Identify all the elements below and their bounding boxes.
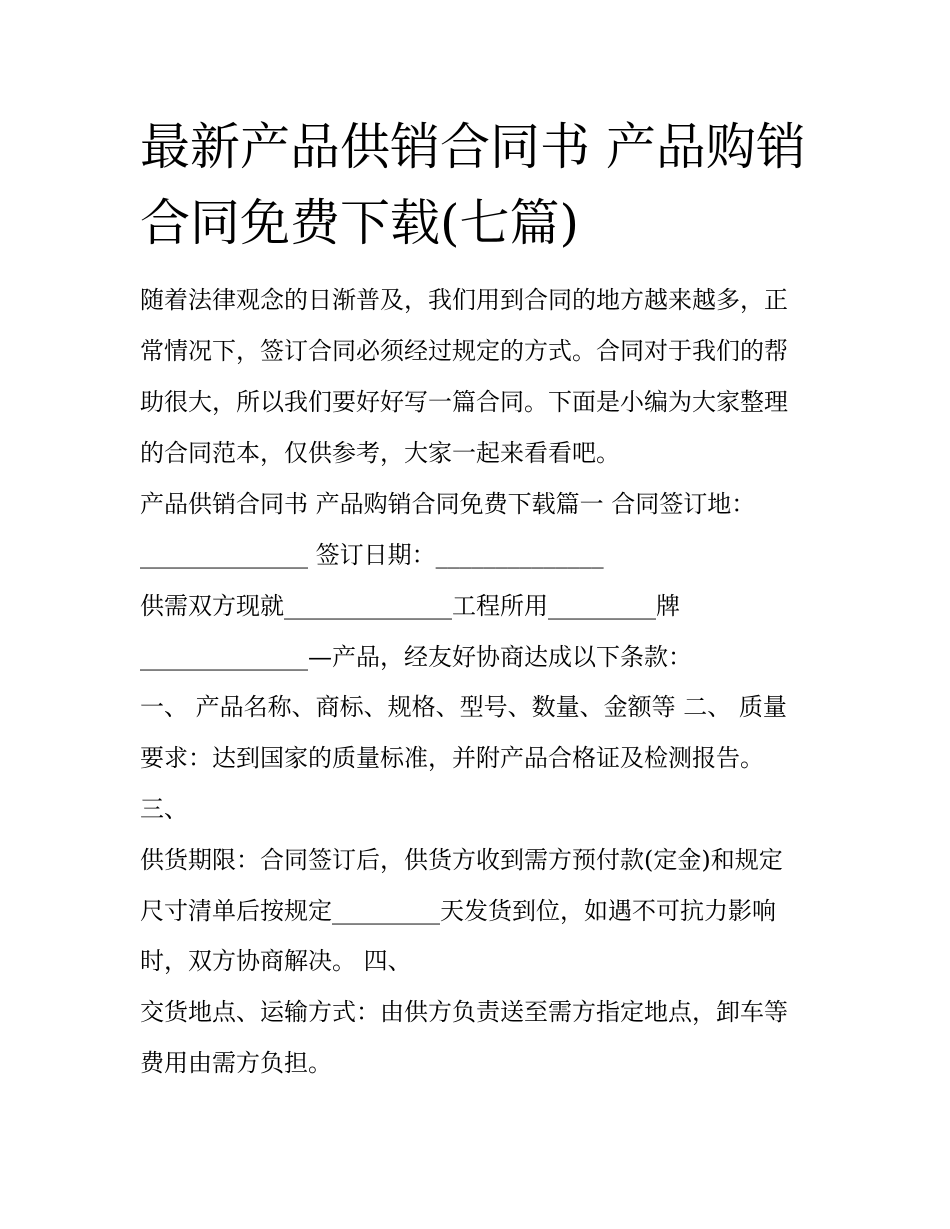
- clause-4-line-2: 费用由需方负担。: [140, 1049, 332, 1077]
- clause-3-line-3: 时，双方协商解决。 四、: [140, 947, 412, 975]
- sign-date-line: ______________ 签订日期：______________: [140, 541, 604, 569]
- product-line: ______________—产品，经友好协商达成以下条款：: [140, 643, 692, 671]
- document-title-line-2: 合同免费下载(七篇): [140, 194, 580, 252]
- clause-3-line-1: 供货期限：合同签订后，供货方收到需方预付款(定金)和规定: [140, 846, 783, 874]
- document-title-line-1: 最新产品供销合同书 产品购销: [140, 118, 806, 176]
- clause-3-line-2: 尺寸清单后按规定_________天发货到位，如遇不可抗力影响: [140, 897, 776, 925]
- intro-line-2: 常情况下，签订合同必须经过规定的方式。合同对于我们的帮: [140, 337, 788, 365]
- clause-1-2-line: 一、 产品名称、商标、规格、型号、数量、金额等 二、 质量: [140, 693, 787, 721]
- intro-line-4: 的合同范本，仅供参考，大家一起来看看吧。: [140, 439, 620, 467]
- clause-4-line-1: 交货地点、运输方式：由供方负责送至需方指定地点，卸车等: [140, 998, 788, 1026]
- clause-2-cont-line: 要求：达到国家的质量标准，并附产品合格证及检测报告。: [140, 744, 764, 772]
- intro-line-1: 随着法律观念的日渐普及，我们用到合同的地方越来越多，正: [140, 286, 788, 314]
- parties-line: 供需双方现就______________工程所用_________牌: [140, 592, 680, 620]
- contract-heading-line: 产品供销合同书 产品购销合同免费下载篇一 合同签订地：: [140, 490, 756, 518]
- intro-line-3: 助很大，所以我们要好好写一篇合同。下面是小编为大家整理: [140, 388, 788, 416]
- clause-3-number: 三、: [140, 795, 188, 823]
